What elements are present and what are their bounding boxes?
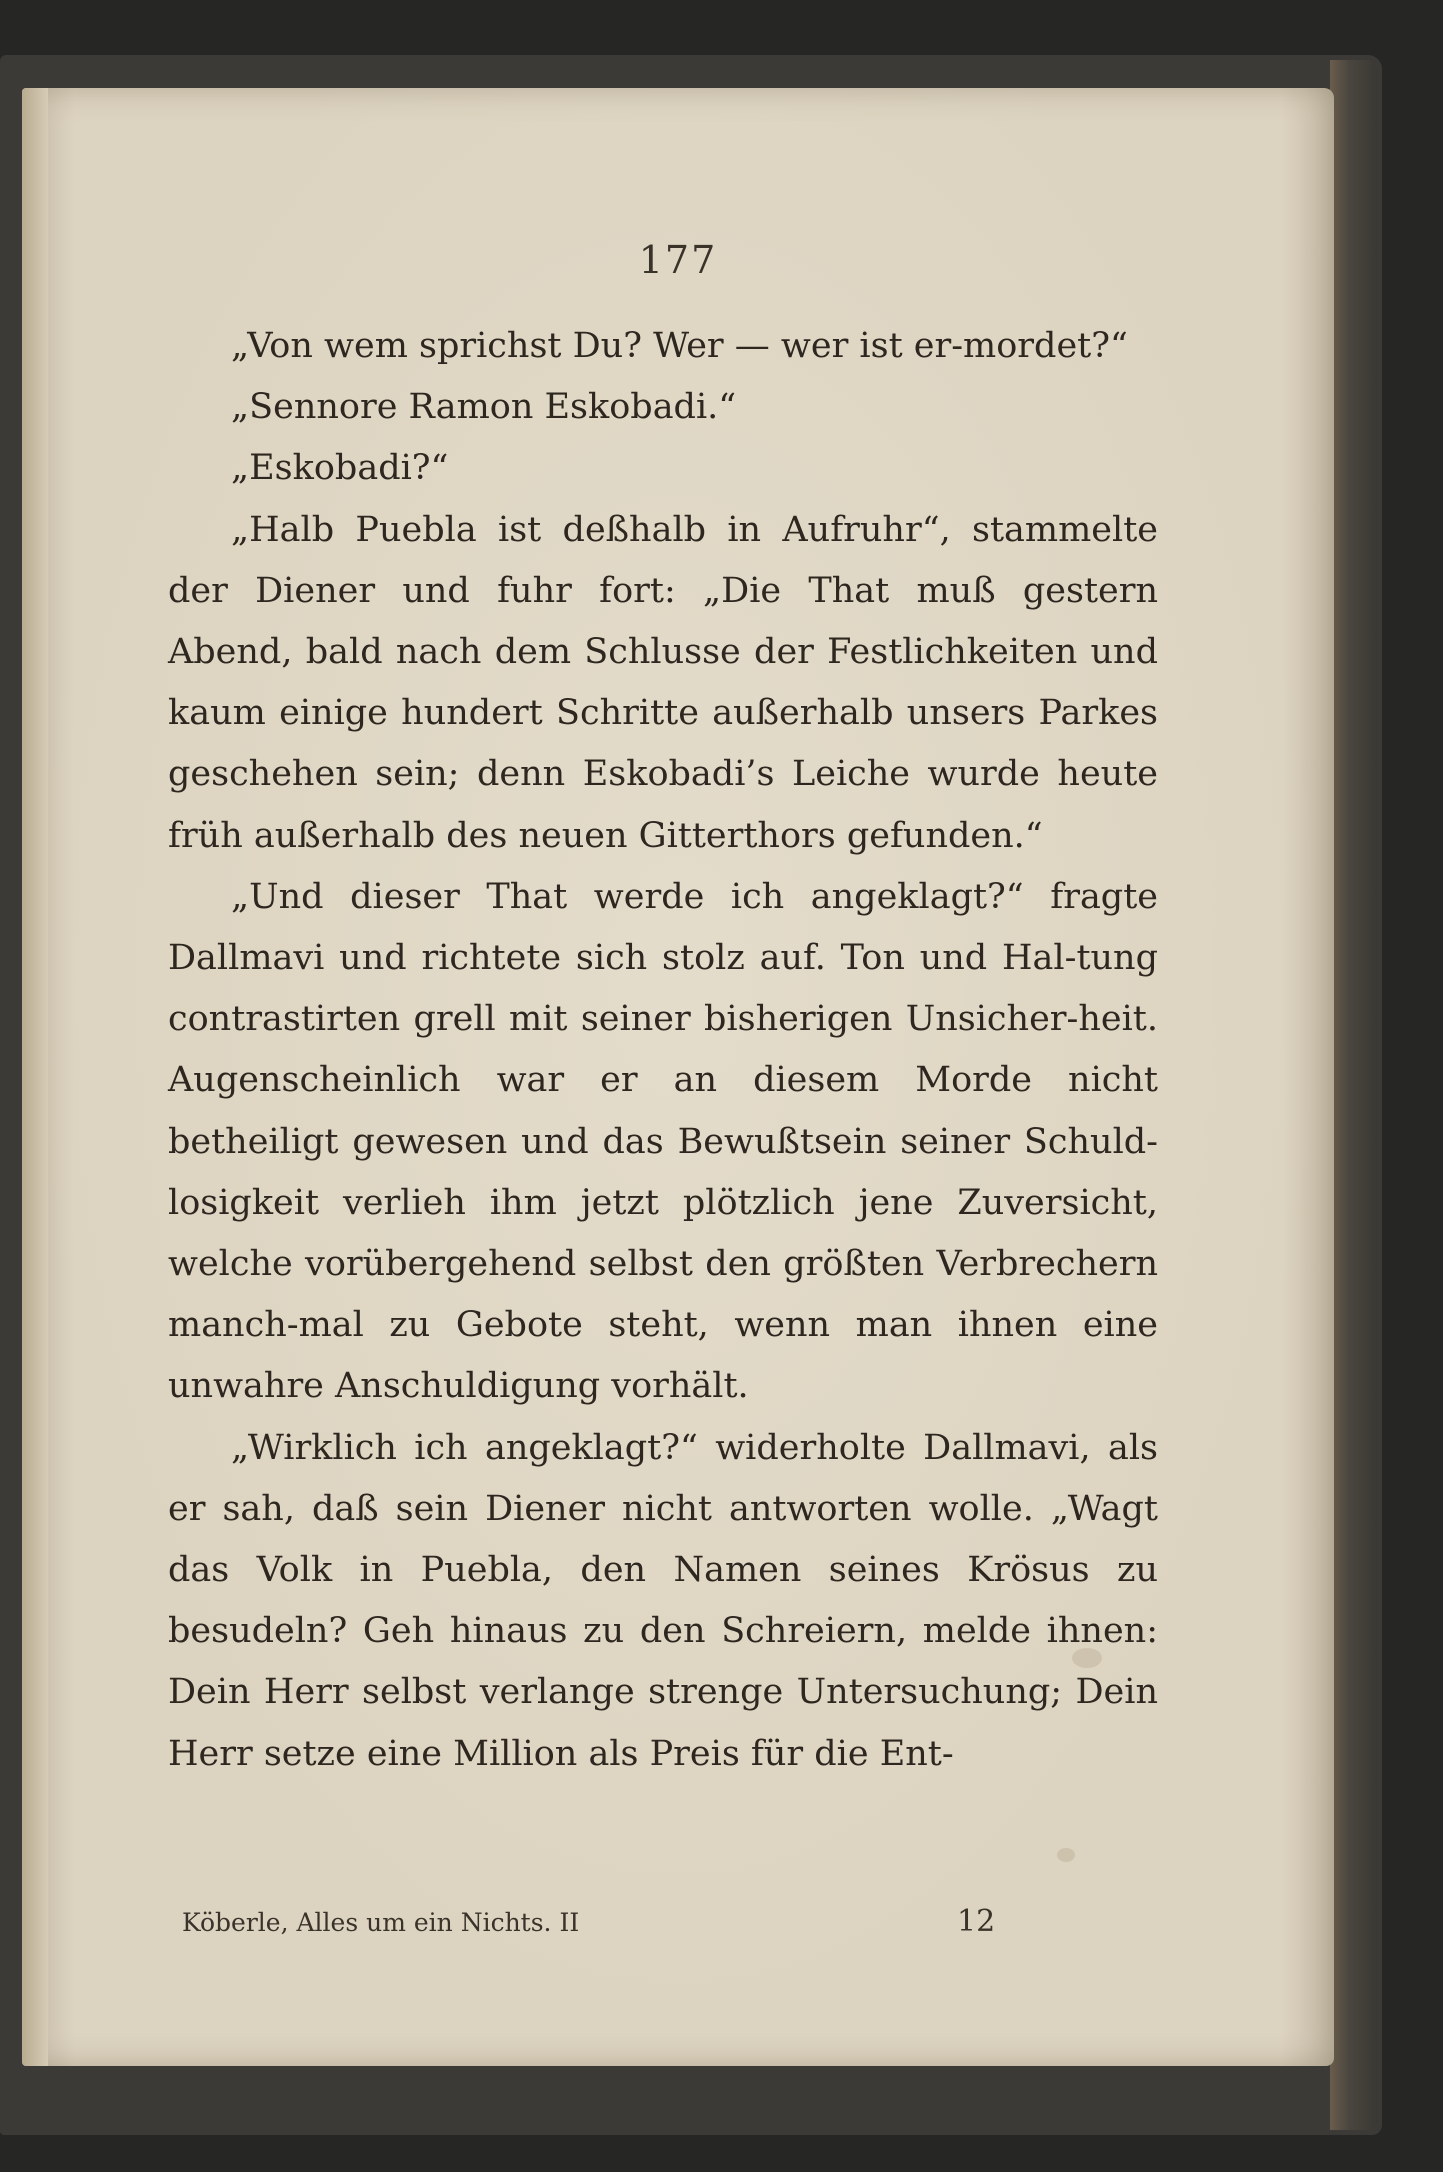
paragraph: „Von wem sprichst Du? Wer — wer ist er-mordet?“ xyxy=(231,326,1128,366)
paragraph: „Sennore Ramon Eskobadi.“ xyxy=(231,387,737,428)
cover-edge xyxy=(1330,60,1378,2130)
paragraph: „Eskobadi?“ xyxy=(231,448,449,489)
paper-page xyxy=(22,88,1334,2066)
page-gutter xyxy=(22,88,48,2066)
paper-stain xyxy=(1057,1848,1075,1862)
paragraph: „Wirklich ich angeklagt?“ widerholte Dallmavi, als er sah, daß sein Diener nicht antworten wolle. „Wagt das Volk in Puebla, den Namen seines Krösus zu besudeln? Geh hinaus zu den Schreiern, melde ihnen: Dein Herr selbst verlange strenge Untersuchung; Dein Herr setze eine Million als Preis für die Ent- xyxy=(168,1427,1158,1774)
sheet-number: 12 xyxy=(957,1904,996,1939)
body-text xyxy=(168,316,1158,1785)
page-number: 177 xyxy=(638,238,718,282)
paragraph: „Halb Puebla ist deßhalb in Aufruhr“, stammelte der Diener und fuhr fort: „Die That muß gestern Abend, bald nach dem Schlusse der Festlichkeiten und kaum einige hundert Schritte außerhalb unsers Parkes geschehen sein; denn Eskobadi’s Leiche wurde heute früh außerhalb des neuen Gitterthors gefunden.“ xyxy=(168,509,1158,856)
paragraph: „Und dieser That werde ich angeklagt?“ fragte Dallmavi und richtete sich stolz auf. Ton und Hal-tung contrastirten grell mit seiner bisherigen Unsicher-heit. Augenscheinlich war er an diesem Morde nicht betheiligt gewesen und das Bewußtsein seiner Schuld-losigkeit verlieh ihm jetzt plötzlich jene Zuversicht, welche vorübergehend selbst den größten Verbrechern manch-mal zu Gebote steht, wenn man ihnen eine unwahre Anschuldigung vorhält. xyxy=(168,876,1158,1407)
signature-line: Köberle, Alles um ein Nichts. II xyxy=(182,1908,580,1937)
